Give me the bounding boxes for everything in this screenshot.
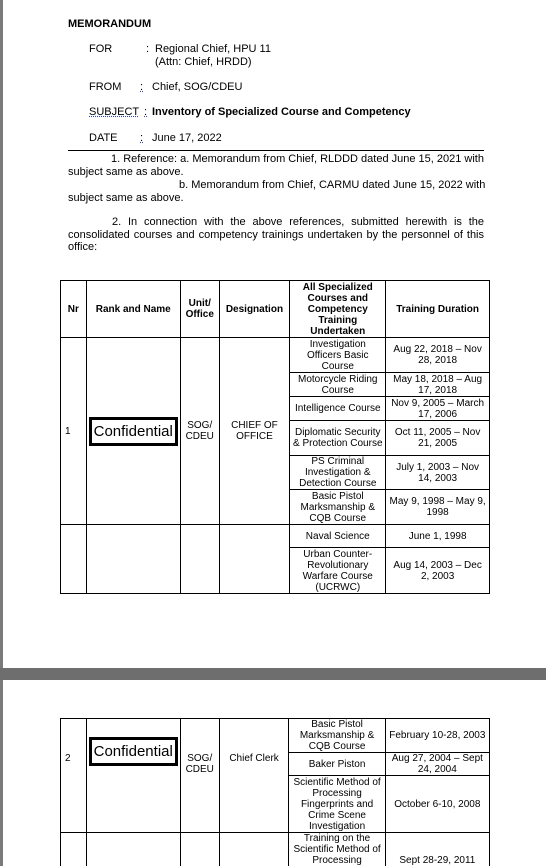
course-cell: Basic Pistol Marksmanship & CQB Course bbox=[290, 490, 386, 525]
table-row bbox=[61, 338, 490, 373]
duration-cell: Nov 9, 2005 – March 17, 2006 bbox=[386, 397, 490, 421]
confidential-stamp: Confidential bbox=[89, 417, 178, 446]
header-designation: Designation bbox=[219, 281, 290, 338]
subject-separator: : bbox=[144, 106, 148, 118]
empty-cell bbox=[86, 833, 180, 866]
reference-b-line1: b. Memorandum from Chief, CARMU dated June 15, 2022 with bbox=[179, 179, 486, 191]
designation-cell: CHIEF OF OFFICE bbox=[219, 338, 290, 525]
empty-cell bbox=[219, 833, 289, 866]
course-cell: Naval Science bbox=[290, 525, 386, 548]
reference-a-line1: 1. Reference: a. Memorandum from Chief, RLDDD dated June 15, 2021 with bbox=[111, 153, 484, 165]
header-unit-office: Unit/ Office bbox=[180, 281, 219, 338]
confidential-stamp: Confidential bbox=[89, 737, 178, 766]
document-page-1 bbox=[3, 0, 546, 668]
course-cell: Scientific Method of Processing Fingerprints and Crime Scene Investigation bbox=[289, 776, 385, 833]
duration-cell: February 10-28, 2003 bbox=[385, 719, 489, 753]
reference-b-line2: subject same as above. bbox=[68, 192, 184, 204]
duration-cell: October 6-10, 2008 bbox=[385, 776, 489, 833]
for-label: FOR bbox=[89, 43, 113, 55]
designation-cell: Chief Clerk bbox=[219, 719, 289, 833]
header-rank-name: Rank and Name bbox=[86, 281, 180, 338]
duration-cell: July 1, 2003 – Nov 14, 2003 bbox=[386, 456, 490, 490]
page-separator bbox=[0, 668, 546, 680]
redacted-name-cell bbox=[86, 719, 180, 833]
table-row bbox=[61, 719, 490, 753]
training-table-page2 bbox=[60, 718, 490, 866]
empty-cell bbox=[61, 525, 87, 594]
empty-cell bbox=[61, 833, 87, 866]
empty-cell bbox=[219, 525, 290, 594]
empty-cell bbox=[180, 525, 219, 594]
date-separator: : bbox=[140, 132, 144, 144]
from-value: Chief, SOG/CDEU bbox=[152, 81, 243, 93]
for-separator: : bbox=[146, 43, 150, 55]
reference-a-line2: subject same as above. bbox=[68, 166, 184, 178]
course-cell: PS Criminal Investigation & Detection Course bbox=[290, 456, 386, 490]
duration-cell: June 1, 1998 bbox=[386, 525, 490, 548]
from-separator: : bbox=[140, 81, 144, 93]
for-attention: (Attn: Chief, HRDD) bbox=[155, 56, 252, 68]
duration-cell: May 9, 1998 – May 9, 1998 bbox=[386, 490, 490, 525]
course-cell: Basic Pistol Marksmanship & CQB Course bbox=[289, 719, 385, 753]
unit-office-cell: SOG/ CDEU bbox=[180, 338, 219, 525]
unit-office-cell: SOG/ CDEU bbox=[180, 719, 219, 833]
course-cell: Diplomatic Security & Protection Course bbox=[290, 421, 386, 456]
table-row bbox=[61, 833, 490, 866]
subject-value: Inventory of Specialized Course and Competency bbox=[152, 106, 411, 118]
document-page-2 bbox=[3, 680, 546, 866]
duration-cell: May 18, 2018 – Aug 17, 2018 bbox=[386, 373, 490, 397]
date-value: June 17, 2022 bbox=[152, 132, 222, 144]
table-row bbox=[61, 525, 490, 548]
header-courses: All Specialized Courses and Competency Training Undertaken bbox=[290, 281, 386, 338]
empty-cell bbox=[86, 525, 180, 594]
course-cell: Baker Piston bbox=[289, 753, 385, 776]
row-nr: 1 bbox=[61, 338, 87, 525]
date-label: DATE bbox=[89, 132, 118, 144]
header-nr: Nr bbox=[61, 281, 87, 338]
duration-cell: Aug 22, 2018 – Nov 28, 2018 bbox=[386, 338, 490, 373]
memo-title: MEMORANDUM bbox=[68, 18, 152, 30]
course-cell: Training on the Scientific Method of Processing bbox=[289, 833, 385, 866]
redacted-name-cell bbox=[86, 338, 180, 525]
course-cell: Intelligence Course bbox=[290, 397, 386, 421]
header-divider bbox=[68, 150, 484, 151]
for-value: Regional Chief, HPU 11 bbox=[155, 43, 271, 55]
course-cell: Urban Counter-Revolutionary Warfare Course (UCRWC) bbox=[290, 548, 386, 594]
duration-cell: Aug 14, 2003 – Dec 2, 2003 bbox=[386, 548, 490, 594]
paragraph-2: 2. In connection with the above references, submitted herewith is the consolidated courses and competency trainings undertaken by the personnel of this office: bbox=[68, 216, 484, 253]
training-table-page1 bbox=[60, 280, 490, 594]
duration-cell: Sept 28-29, 2011 bbox=[385, 833, 489, 866]
course-cell: Investigation Officers Basic Course bbox=[290, 338, 386, 373]
empty-cell bbox=[180, 833, 219, 866]
subject-label: SUBJECT bbox=[89, 106, 140, 118]
header-duration: Training Duration bbox=[386, 281, 490, 338]
duration-cell: Aug 27, 2004 – Sept 24, 2004 bbox=[385, 753, 489, 776]
from-label: FROM bbox=[89, 81, 122, 93]
course-cell: Motorcycle Riding Course bbox=[290, 373, 386, 397]
table-header-row bbox=[61, 281, 490, 338]
row-nr: 2 bbox=[61, 719, 87, 833]
duration-cell: Oct 11, 2005 – Nov 21, 2005 bbox=[386, 421, 490, 456]
